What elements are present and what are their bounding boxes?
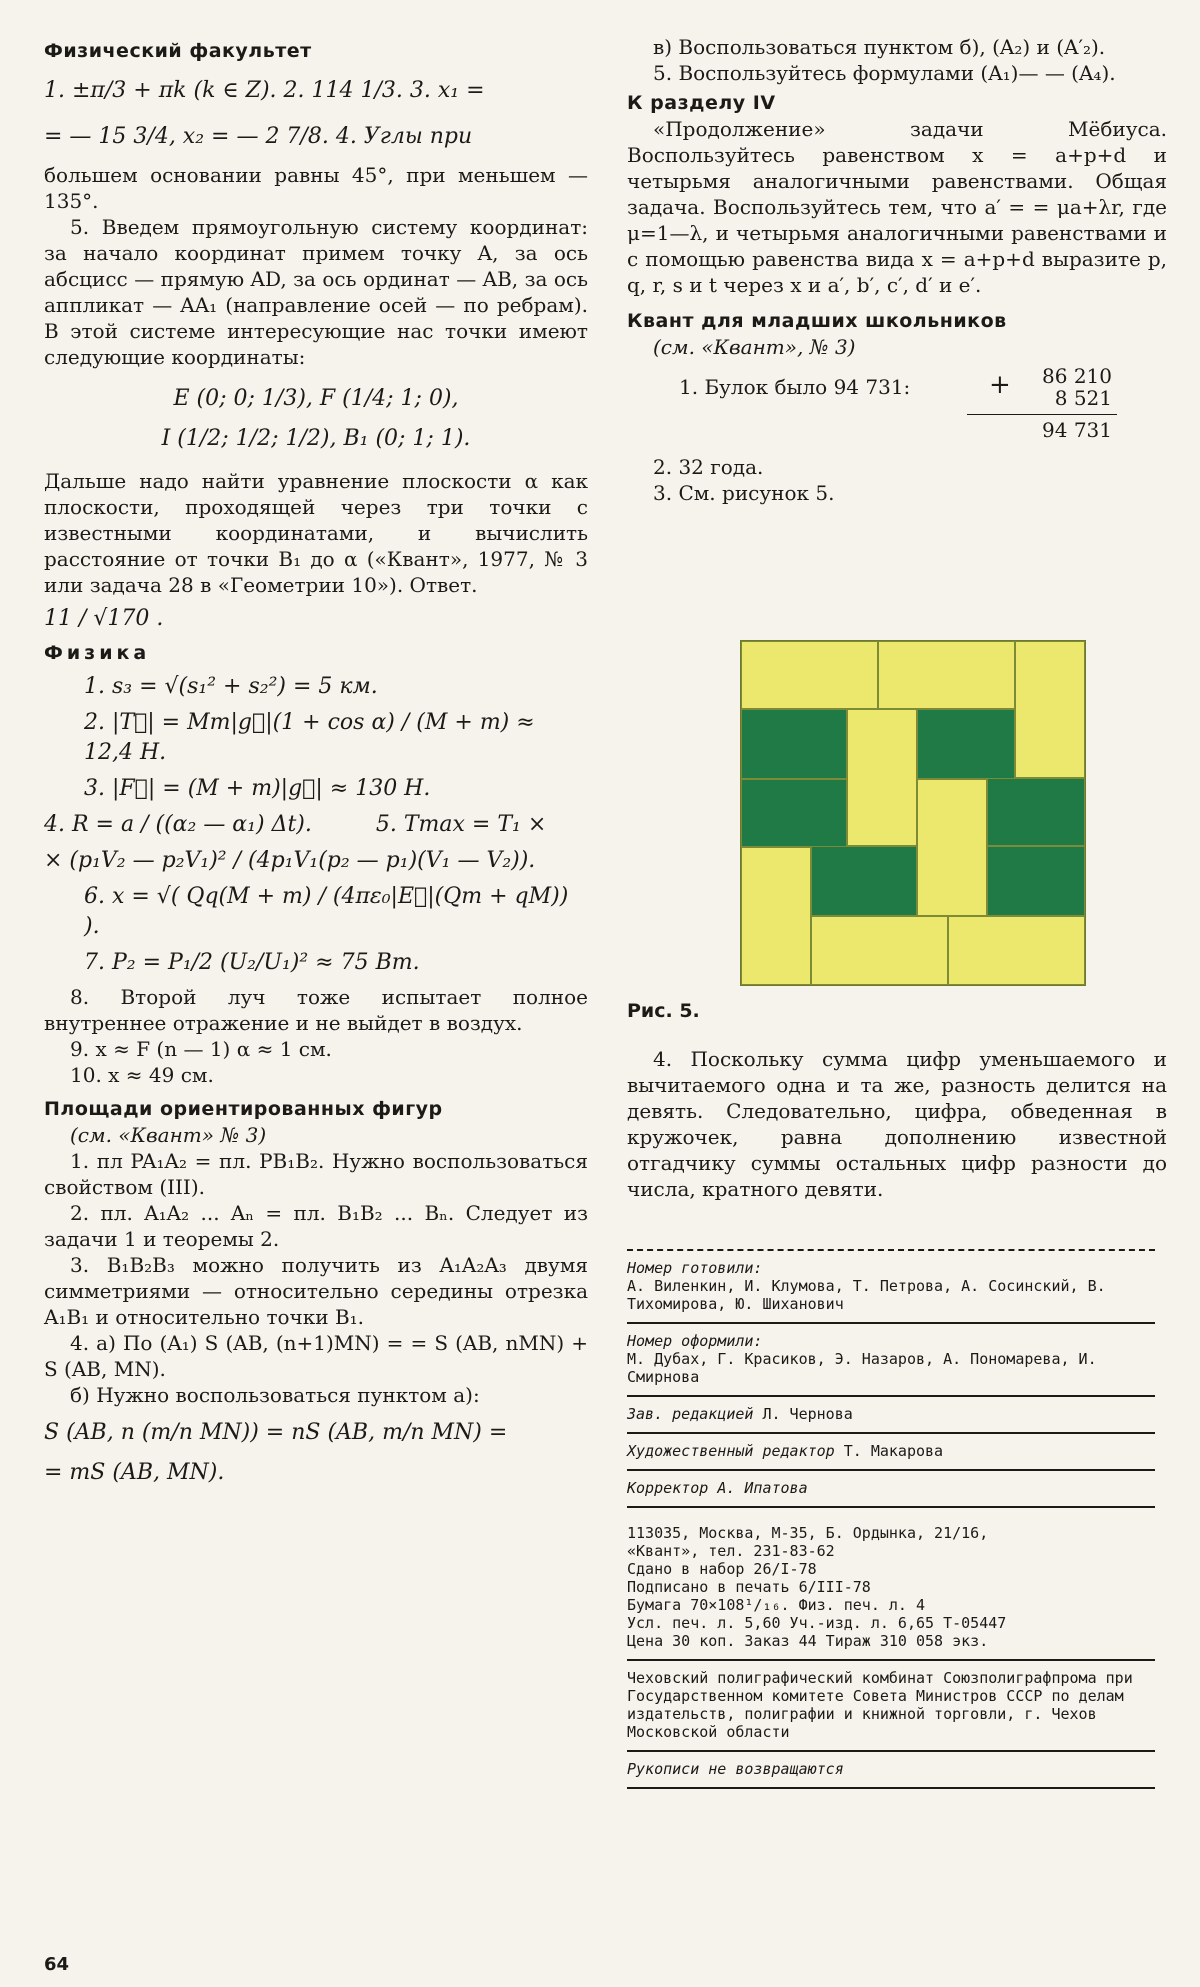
divider xyxy=(627,1249,1155,1251)
areas-2: 2. пл. A₁A₂ ... Aₙ = пл. B₁B₂ ... Bₙ. Следует из задачи 1 и теоремы 2. xyxy=(44,1201,588,1251)
heading-areas: Площади ориентированных фигур xyxy=(44,1098,443,1120)
areas-1: 1. пл PA₁A₂ = пл. PB₁B₂. Нужно воспользоваться свойством (III). xyxy=(44,1149,588,1199)
tile xyxy=(741,779,847,847)
printer: Чеховский полиграфический комбинат Союзполиграфпрома при Государственном комитете Совета Министров СССР по делам издательств, полиграфии и книжной торговли, г. Чехов Московской области xyxy=(627,1669,1133,1741)
right-column-lower xyxy=(627,1046,1167,1202)
tile xyxy=(1015,641,1085,778)
kvant-1: 1. Булок было 94 731: xyxy=(679,375,911,399)
physics-6: 6. x = √( Qq(M + m) / (4πε₀|E⃗|(Qm + qM)) ). xyxy=(84,884,569,939)
mobius-text: «Продолжение» задачи Мёбиуса. Воспользуйтесь равенством x = a+p+d и четырьмя аналогичными равенствами. Общая задача. Воспользуйтесь тем, что a′ = = μa+λr, где μ=1—λ, и четырьмя аналогичными равенствами и с помощью равенства вида x = a+p+d выразите p, q, r, s и t через x и a′, b′, c′, d′ и e′. xyxy=(627,117,1167,297)
sum-term-b: 8 521 xyxy=(1054,386,1112,410)
divider xyxy=(627,1659,1155,1661)
heading-section-4: К разделу IV xyxy=(627,92,776,114)
sum-line xyxy=(967,414,1117,415)
physics-3: 3. |F⃗| = (M + m)|g⃗| ≈ 130 Н. xyxy=(84,776,431,801)
kvant-ref: (см. «Квант», № 3) xyxy=(653,335,856,359)
designed-names: М. Дубах, Г. Красиков, Э. Назаров, А. Пономарева, И. Смирнова xyxy=(627,1350,1097,1386)
kvant-4: 4. Поскольку сумма цифр уменьшаемого и вычитаемого одна и та же, разность делится на девять. Следовательно, цифра, обведенная в кружочек, равна дополнению известной отгадчику суммы остальных цифр разности до числа, кратного девяти. xyxy=(627,1047,1167,1201)
answer-4-v: в) Воспользоваться пунктом б), (A₂) и (A′₂). xyxy=(653,35,1106,59)
right-column xyxy=(627,34,1167,506)
no-return: Рукописи не возвращаются xyxy=(627,1760,844,1778)
page-number: 64 xyxy=(44,1954,70,1975)
head-label: Зав. редакцией xyxy=(627,1405,754,1423)
kvant-3: 3. См. рисунок 5. xyxy=(653,481,835,505)
physics-4: 4. R = a / ((α₂ — α₁) Δt). xyxy=(44,812,312,837)
designed-label: Номер оформили: xyxy=(627,1332,763,1350)
answer-5-result: 11 / √170 . xyxy=(44,606,164,631)
price-order: Цена 30 коп. Заказ 44 Тираж 310 058 экз. xyxy=(627,1632,989,1650)
sum-result: 94 731 xyxy=(1042,418,1112,442)
tile xyxy=(948,916,1085,985)
corr-line xyxy=(627,1479,1155,1497)
tile xyxy=(811,916,948,985)
paper-format: Бумага 70×108¹/₁₆. Физ. печ. л. 4 xyxy=(627,1596,926,1614)
prepared-names: А. Виленкин, И. Клумова, Т. Петрова, А. Сосинский, В. Тихомирова, Ю. Шиханович xyxy=(627,1277,1106,1313)
answer-5-formulas: 5. Воспользуйтесь формулами (A₁)— — (A₄). xyxy=(653,61,1116,85)
physics-5: 5. Tmax = T₁ × xyxy=(375,812,547,837)
tile xyxy=(987,846,1085,916)
answer-5: 5. Введем прямоугольную систему координат: за начало координат примем точку A, за ось абсцисс — прямую AD, за ось ординат — AB, за ось аппликат — AA₁ (направление осей — по ребрам). В этой системе интересующие нас точки имеют следующие координаты: xyxy=(44,215,588,369)
tile xyxy=(987,778,1085,846)
corr-label: Корректор xyxy=(627,1479,709,1497)
tile xyxy=(917,709,1015,779)
coords-line-1: E (0; 0; 1/3), F (1/4; 1; 0), xyxy=(173,386,459,411)
answer-5-cont: Дальше надо найти уравнение плоскости α как плоскости, проходящей через три точки с известными координатами, и вычислить расстояние от точки B₁ до α («Квант», 1977, № 3 или задача 28 в «Геометрии 10»). Ответ. xyxy=(44,469,588,597)
areas-4a: 4. а) По (A₁) S (AB, (n+1)MN) = = S (AB, nMN) + S (AB, MN). xyxy=(44,1331,588,1381)
tile xyxy=(741,709,847,779)
corr-name: А. Ипатова xyxy=(717,1479,808,1497)
physics-10: 10. x ≈ 49 см. xyxy=(70,1063,214,1087)
areas-3: 3. B₁B₂B₃ можно получить из A₁A₂A₃ двумя симметриями — относительно середины отрезка A₁B₁ и относительно точки B₁. xyxy=(44,1253,588,1329)
sum-block xyxy=(627,364,1167,448)
areas-4-formula: S (AB, n (m/n MN)) = nS (AB, m/n MN) = xyxy=(44,1420,508,1445)
physics-9: 9. x ≈ F (n — 1) α ≈ 1 см. xyxy=(70,1037,332,1061)
physics-7: 7. P₂ = P₁/2 (U₂/U₁)² ≈ 75 Вт. xyxy=(84,950,420,975)
heading-kvant-junior: Квант для младших школьников xyxy=(627,310,1007,332)
phone: «Квант», тел. 231-83-62 xyxy=(627,1542,835,1560)
divider xyxy=(627,1787,1155,1789)
sent-to-set: Сдано в набор 26/I-78 xyxy=(627,1560,817,1578)
tile xyxy=(811,846,917,916)
head-name: Л. Чернова xyxy=(762,1405,853,1423)
kvant-2: 2. 32 года. xyxy=(653,455,764,479)
answer-3-4: = — 15 3/4, x₂ = — 2 7/8. 4. Углы при xyxy=(44,124,473,149)
sum-term-a: 86 210 xyxy=(1042,364,1112,388)
heading-phys-fac: Физический факультет xyxy=(44,40,312,62)
physics-8: 8. Второй луч тоже испытает полное внутреннее отражение и не выйдет в воздух. xyxy=(44,985,588,1035)
divider xyxy=(627,1750,1155,1752)
imprint xyxy=(627,1240,1155,1797)
physics-1: 1. s₃ = √(s₁² + s₂²) = 5 км. xyxy=(84,674,378,699)
signed-to-print: Подписано в печать 6/III-78 xyxy=(627,1578,871,1596)
tile xyxy=(741,641,878,709)
divider xyxy=(627,1395,1155,1397)
head-line xyxy=(627,1405,1155,1423)
prepared-label: Номер готовили: xyxy=(627,1259,763,1277)
figure-5-caption: Рис. 5. xyxy=(627,1000,700,1022)
left-column xyxy=(44,34,588,1488)
answer-1-3: 1. ±π/3 + πk (k ∈ Z). 2. 114 1/3. 3. x₁ = xyxy=(44,78,485,103)
physics-5-cont: × (p₁V₂ — p₂V₁)² / (4p₁V₁(p₂ — p₁)(V₁ — V₂)). xyxy=(44,848,536,873)
art-label: Художественный редактор xyxy=(627,1442,835,1460)
areas-4-result: = mS (AB, MN). xyxy=(44,1460,225,1485)
tile xyxy=(741,847,811,985)
tile xyxy=(847,709,917,846)
print-sheets: Усл. печ. л. 5,60 Уч.-изд. л. 6,65 Т-05447 xyxy=(627,1614,1007,1632)
divider xyxy=(627,1469,1155,1471)
figure-5-tiling xyxy=(740,640,1086,986)
divider xyxy=(627,1432,1155,1434)
sum-plus: + xyxy=(989,370,1011,400)
coords-line-2: I (1/2; 1/2; 1/2), B₁ (0; 1; 1). xyxy=(161,426,471,451)
art-line xyxy=(627,1442,1155,1460)
physics-2: 2. |T⃗| = Mm|g⃗|(1 + cos α) / (M + m) ≈ 12,4 Н. xyxy=(84,710,535,765)
tile xyxy=(878,641,1015,709)
art-name: Т. Макарова xyxy=(843,1442,944,1460)
areas-4b: б) Нужно воспользоваться пунктом а): xyxy=(70,1383,480,1407)
physics-4-5 xyxy=(44,810,588,840)
areas-ref: (см. «Квант» № 3) xyxy=(70,1123,267,1147)
tile xyxy=(917,779,987,916)
divider xyxy=(627,1506,1155,1508)
answer-4-angles: большем основании равны 45°, при меньшем — 135°. xyxy=(44,163,588,213)
address: 113035, Москва, М-35, Б. Ордынка, 21/16, xyxy=(627,1524,989,1542)
heading-physics: Физика xyxy=(44,642,151,664)
divider xyxy=(627,1322,1155,1324)
